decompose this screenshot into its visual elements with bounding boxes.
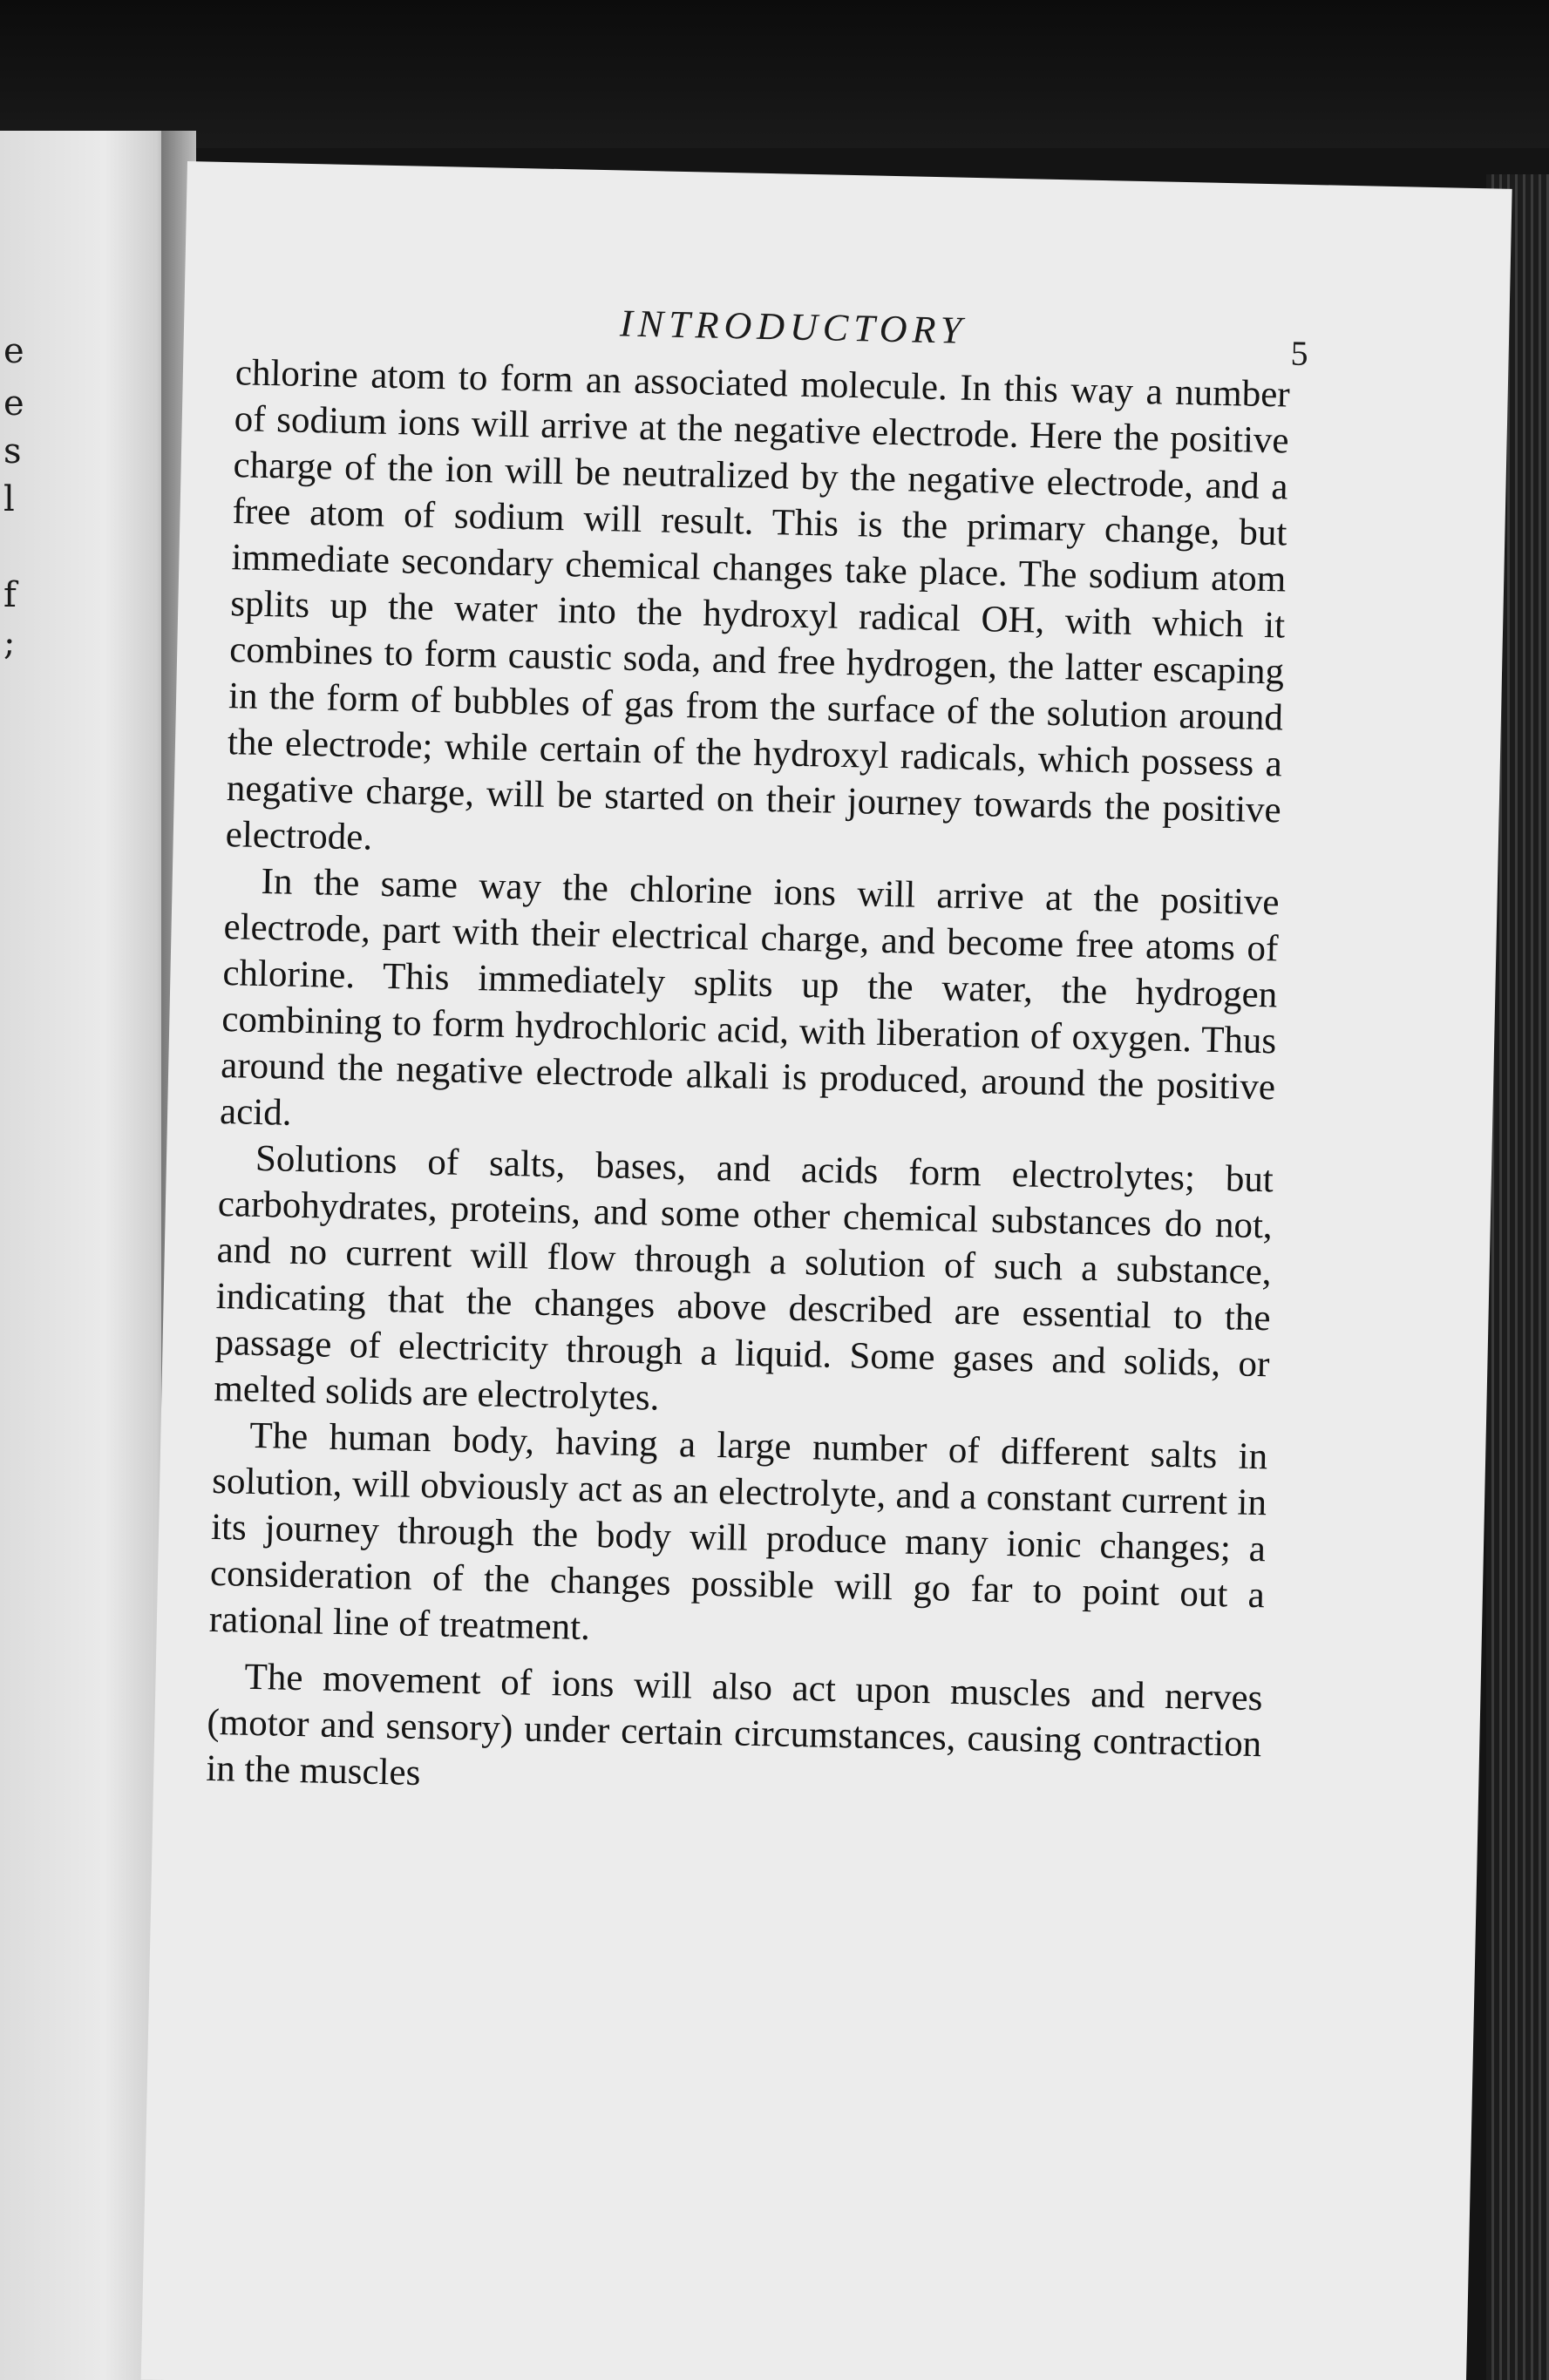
left-page-fragment: e — [3, 331, 24, 371]
left-page-fragment: e — [3, 383, 24, 424]
paragraph: The movement of ions will also act upon muscles and nerves (motor and sensory) under certain circumstances, causing contraction in the muscles — [205, 1656, 1263, 1793]
scanner-background — [0, 0, 1549, 148]
running-head: INTRODUCTORY — [619, 302, 968, 352]
left-page-fragment: f — [3, 575, 17, 615]
paragraph: Solutions of salts, bases, and acids form electrolytes; but carbohydrates, proteins, and some other chemical substances do not, and no current will flow through a solution of such a substance, indicating that the changes above described are essential to the passage of electricity through a liquid. Some gases and solids, or melted solids are electrolytes. — [214, 1137, 1274, 1419]
body-text — [206, 349, 1290, 1814]
book-page — [141, 161, 1512, 2380]
left-page-fragment: l — [3, 479, 15, 519]
left-page-fragment: ; — [3, 623, 16, 663]
page-number: 5 — [1290, 333, 1309, 373]
left-page-fragment: s — [3, 431, 22, 471]
paragraph: In the same way the chlorine ions will arrive at the positive electrode, part with their electrical charge, and become free atoms of chlorine. This immediately splits up the water, the hydrogen combining to form hydrochloric acid, with liberation of oxygen. Thus around the negative electrode alkali is produced, around the positive acid. — [219, 860, 1280, 1134]
paragraph: The human body, having a large number of different salts in solution, will obviously act as an electrolyte, and a constant current in its journey through the body will produce many ionic changes; a consideration of the changes possible will go far to point out a rational line of treatment. — [208, 1414, 1268, 1649]
paragraph: chlorine atom to form an associated molecule. In this way a number of sodium ions will arrive at the negative electrode. Here the positive charge of the ion will be neutralized by the negative electrode, and a free atom of sodium will result. This is the primary change, but immediate secondary chemical changes take place. The sodium atom splits up the water into the hydroxyl radical OH, with which it combines to form caustic soda, and free hydrogen, the latter escaping in the form of bubbles of gas from the surface of the solution around the electrode; while certain of the hydroxyl radicals, which possess a negative charge, will be started on their journey towards the positive electrode. — [225, 352, 1291, 858]
